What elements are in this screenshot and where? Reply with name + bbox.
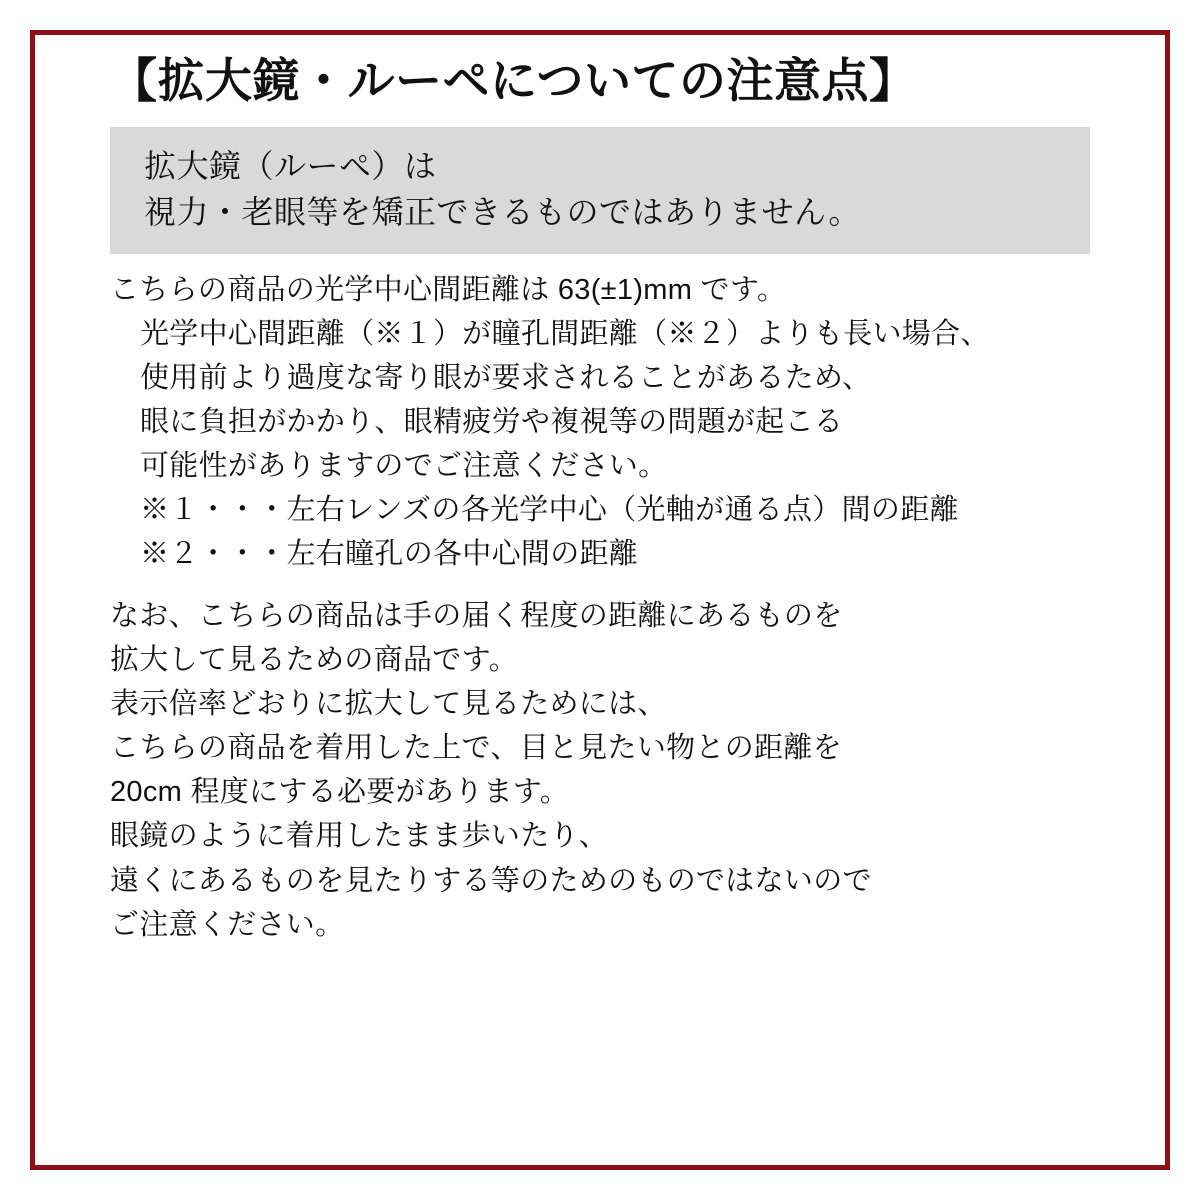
section-usage — [110, 594, 1100, 947]
section2-line-5: 20cm 程度にする必要があります。 — [110, 776, 570, 809]
section2-line-1: なお、こちらの商品は手の届く程度の距離にあるものを — [110, 600, 843, 633]
highlight-line-1: 拡大鏡（ルーペ）は — [144, 147, 437, 184]
section2-line-8: ご注意ください。 — [110, 908, 345, 941]
section1-line-5: 可能性がありますのでご注意ください。 — [140, 449, 668, 482]
highlight-line-2: 視力・老眼等を矯正できるものではありません。 — [144, 194, 861, 231]
notice-content — [110, 52, 1100, 947]
section2-line-6: 眼鏡のように着用したまま歩いたり、 — [110, 820, 609, 853]
section2-line-7: 遠くにあるものを見たりする等のためのものではないので — [110, 864, 872, 897]
highlight-callout — [110, 127, 1090, 254]
section1-line-3: 使用前より過度な寄り眼が要求されることがあるため、 — [140, 361, 872, 394]
section1-line-1: こちらの商品の光学中心間距離は 63(±1)mm です。 — [110, 273, 787, 306]
section1-line-2: 光学中心間距離（※１）が瞳孔間距離（※２）よりも長い場合、 — [140, 317, 990, 350]
section-optical-center — [110, 268, 1100, 577]
section2-line-4: こちらの商品を着用した上で、目と見たい物との距離を — [110, 732, 842, 765]
section-divider-space — [110, 576, 1100, 594]
section2-line-3: 表示倍率どおりに拡大して見るためには、 — [110, 688, 667, 721]
section2-line-2: 拡大して見るための商品です。 — [110, 644, 518, 677]
section1-footnote-2: ※２・・・左右瞳孔の各中心間の距離 — [140, 538, 639, 570]
section1-line-4: 眼に負担がかかり、眼精疲労や複視等の問題が起こる — [140, 405, 844, 438]
section1-footnote-1: ※１・・・左右レンズの各光学中心（光軸が通る点）間の距離 — [140, 493, 959, 526]
page-title: 【拡大鏡・ルーペについての注意点】 — [110, 54, 917, 107]
